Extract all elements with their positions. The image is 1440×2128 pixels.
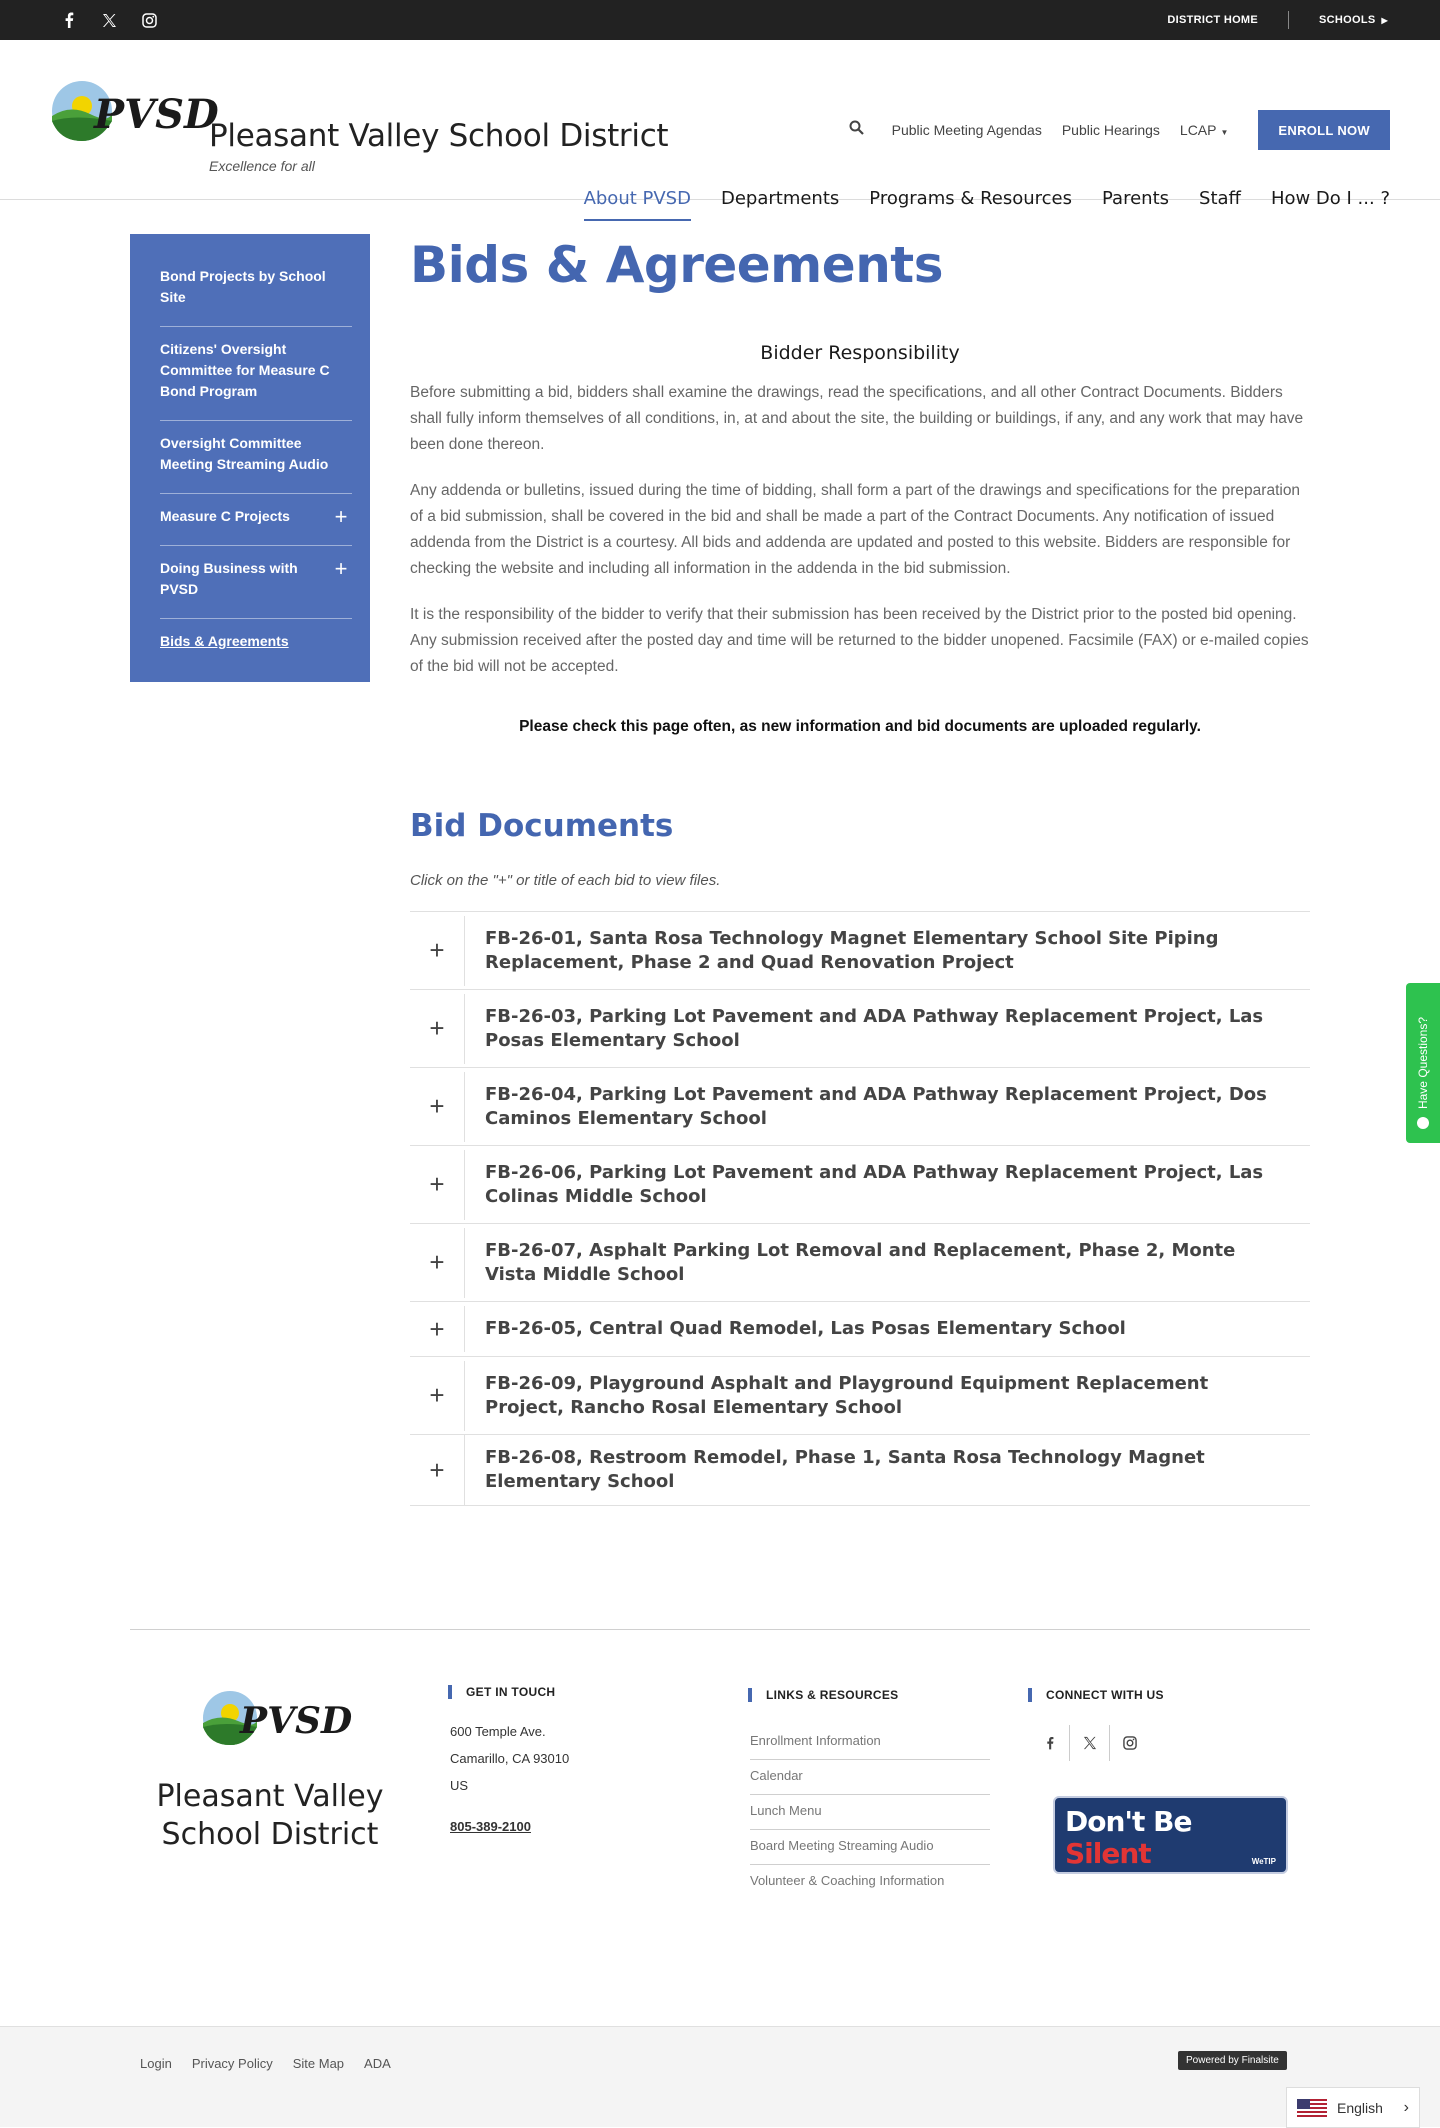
section-heading: Bidder Responsibility: [760, 342, 960, 364]
address-country: US: [450, 1778, 469, 1793]
accordion-title[interactable]: FB-26-03, Parking Lot Pavement and ADA Pathway Replacement Project, Las Posas Elementary School: [464, 994, 1310, 1064]
plus-icon[interactable]: +: [429, 1313, 445, 1344]
accordion-title[interactable]: FB-26-05, Central Quad Remodel, Las Posas Elementary School: [464, 1306, 1310, 1352]
plus-icon[interactable]: +: [429, 1091, 445, 1121]
paragraph: Any addenda or bulletins, issued during the time of bidding, shall form a part of the drawings and specifications for the preparation of a bid submission, shall be covered in the bid and shall be made a part of the Contract Documents. Any notification of issued addenda from the District is a courtesy. All bids and addenda are updated and posted to this website. Bidders are responsible for checking the website and including all information in the addenda in the bid submission.: [410, 482, 1301, 577]
dont-be-silent-banner[interactable]: [1053, 1796, 1288, 1889]
sidebar-item-label: Oversight Committee Meeting Streaming Audio: [160, 435, 329, 472]
connect-heading: CONNECT WITH US: [1028, 1688, 1164, 1702]
plus-icon[interactable]: +: [429, 1247, 445, 1277]
wetip-logo: WeTIP: [1251, 1857, 1276, 1866]
accordion-title[interactable]: FB-26-06, Parking Lot Pavement and ADA Pathway Replacement Project, Las Colinas Middle School: [464, 1150, 1310, 1220]
banner-text: Don't Be: [1065, 1805, 1192, 1838]
footer-logo[interactable]: [200, 1685, 353, 1755]
chat-icon: [1417, 1117, 1429, 1129]
banner-text-highlight: Silent: [1065, 1837, 1151, 1870]
public-meeting-agendas-link[interactable]: Public Meeting Agendas: [891, 122, 1042, 138]
tagline: Excellence for all: [209, 158, 315, 174]
sidebar-item-bids-agreements[interactable]: [160, 619, 352, 670]
lcap-label: LCAP: [1179, 122, 1217, 138]
plus-icon[interactable]: +: [429, 1013, 445, 1043]
banner-subtext: Submit an Anonymous Tip ›: [1065, 1874, 1224, 1889]
footer-link-lunch-menu[interactable]: Lunch Menu: [750, 1795, 990, 1830]
utility-nav: [849, 110, 1390, 150]
nav-about-pvsd[interactable]: About PVSD: [584, 188, 691, 221]
x-icon[interactable]: [1070, 1725, 1110, 1761]
accordion-title[interactable]: FB-26-01, Santa Rosa Technology Magnet Elementary School Site Piping Replacement, Phase 2 and Quad Renovation Project: [464, 916, 1310, 986]
accordion-item[interactable]: [410, 1435, 1310, 1506]
svg-text:PVSD: PVSD: [94, 91, 219, 138]
bid-instructions: Click on the "+" or title of each bid to view files.: [410, 872, 721, 889]
chevron-right-icon: ›: [1403, 2098, 1409, 2116]
us-flag-icon: [1297, 2099, 1327, 2117]
have-questions-label: Have Questions?: [1416, 1016, 1430, 1110]
main-nav: [584, 188, 1390, 221]
footer-contact: [450, 1718, 569, 1840]
sidebar-item-label: Doing Business with PVSD: [160, 560, 298, 597]
instagram-icon[interactable]: [140, 11, 158, 29]
accordion-item[interactable]: [410, 1146, 1310, 1224]
sidebar-item-label: Bond Projects by School Site: [160, 268, 326, 305]
schools-label: SCHOOLS: [1319, 14, 1376, 26]
accordion-item[interactable]: [410, 990, 1310, 1068]
x-icon[interactable]: [100, 11, 118, 29]
accordion-item[interactable]: [410, 1302, 1310, 1357]
plus-icon[interactable]: +: [429, 935, 445, 965]
divider: [1288, 11, 1289, 29]
accordion-item[interactable]: [410, 1357, 1310, 1435]
plus-icon[interactable]: +: [429, 1380, 445, 1410]
site-header: [0, 40, 1440, 209]
accordion-item[interactable]: [410, 1068, 1310, 1146]
accordion-title[interactable]: FB-26-04, Parking Lot Pavement and ADA Pathway Replacement Project, Dos Caminos Elementary School: [464, 1072, 1310, 1142]
nav-staff[interactable]: Staff: [1199, 188, 1241, 209]
get-in-touch-heading: GET IN TOUCH: [448, 1685, 555, 1699]
language-selector[interactable]: [1286, 2087, 1420, 2128]
facebook-icon[interactable]: [1030, 1725, 1070, 1761]
phone-link[interactable]: 805-389-2100: [450, 1819, 531, 1834]
address-line-1: 600 Temple Ave.: [450, 1724, 546, 1739]
search-icon[interactable]: [849, 120, 864, 140]
footer-district-name: Pleasant Valley School District: [156, 1779, 384, 1852]
district-logo[interactable]: [50, 76, 219, 156]
bid-documents-heading: Bid Documents: [410, 808, 674, 844]
nav-departments[interactable]: Departments: [720, 188, 840, 209]
nav-parents[interactable]: Parents: [1102, 188, 1170, 209]
main-content: [410, 236, 1310, 1506]
nav-programs-resources[interactable]: Programs & Resources: [869, 188, 1073, 209]
sidebar-item-measure-c[interactable]: [160, 494, 352, 546]
plus-icon[interactable]: +: [429, 1454, 445, 1485]
sidebar-item-streaming-audio[interactable]: [160, 421, 352, 494]
login-link[interactable]: Login: [140, 2056, 172, 2071]
have-questions-tab[interactable]: [1406, 983, 1440, 1143]
sidebar-item-label: Citizens' Oversight Committee for Measure C Bond Program: [160, 341, 330, 399]
expand-icon[interactable]: +: [334, 504, 348, 529]
powered-by-badge[interactable]: Powered by Finalsite: [1178, 2051, 1287, 2070]
caret-right-icon: ▶: [1381, 16, 1388, 25]
social-links: [60, 11, 158, 29]
caret-down-icon: ▼: [1220, 128, 1229, 137]
accordion-title[interactable]: FB-26-08, Restroom Remodel, Phase 1, Santa Rosa Technology Magnet Elementary School: [464, 1435, 1310, 1505]
bottom-bar: [0, 2026, 1440, 2127]
sidebar-item-label: Measure C Projects: [160, 508, 290, 524]
instagram-icon[interactable]: [1110, 1725, 1150, 1761]
bid-accordion: [410, 911, 1310, 1506]
accordion-item[interactable]: [410, 1224, 1310, 1302]
paragraph: Before submitting a bid, bidders shall examine the drawings, read the specifications, and all other Contract Documents. Bidders shall fully inform themselves of all conditions, in, at and about the site, the building or buildings, if any, and any work that may have been done thereon.: [410, 384, 1304, 453]
nav-how-do-i[interactable]: How Do I ... ?: [1270, 188, 1390, 209]
links-resources-heading: LINKS & RESOURCES: [748, 1688, 898, 1702]
sidebar-item-doing-business[interactable]: [160, 546, 352, 619]
privacy-policy-link[interactable]: Privacy Policy: [191, 2056, 273, 2071]
footer-links: [750, 1725, 990, 1899]
lcap-menu[interactable]: [1180, 122, 1229, 138]
footer-divider: [130, 1629, 1310, 1630]
update-notice: Please check this page often, as new information and bid documents are uploaded regularly.: [519, 718, 1201, 735]
district-name[interactable]: Pleasant Valley School District: [209, 118, 669, 154]
accordion-title[interactable]: FB-26-07, Asphalt Parking Lot Removal and Replacement, Phase 2, Monte Vista Middle School: [464, 1228, 1310, 1298]
page-title: Bids & Agreements: [410, 236, 943, 294]
facebook-icon[interactable]: [60, 11, 78, 29]
plus-icon[interactable]: +: [429, 1169, 445, 1199]
language-label: English: [1337, 2099, 1383, 2116]
sidebar-item-bond-projects[interactable]: [160, 254, 352, 327]
footer-link-board-audio[interactable]: Board Meeting Streaming Audio: [750, 1830, 990, 1865]
footer-link-volunteer[interactable]: Volunteer & Coaching Information: [750, 1873, 945, 1888]
section-sidebar: [130, 234, 370, 682]
expand-icon[interactable]: +: [334, 556, 348, 581]
sidebar-item-citizens-oversight[interactable]: [160, 327, 352, 421]
site-map-link[interactable]: Site Map: [292, 2056, 345, 2071]
schools-menu[interactable]: [1319, 14, 1388, 26]
ada-link[interactable]: ADA: [364, 2056, 391, 2071]
legal-links: [140, 2056, 391, 2071]
district-home-link[interactable]: DISTRICT HOME: [1167, 14, 1259, 26]
utility-top-bar: [0, 0, 1440, 40]
accordion-item[interactable]: [410, 912, 1310, 990]
accordion-title[interactable]: FB-26-09, Playground Asphalt and Playground Equipment Replacement Project, Rancho Rosal Elementary School: [464, 1361, 1310, 1431]
footer-link-enrollment[interactable]: Enrollment Information: [750, 1725, 990, 1760]
enroll-now-button[interactable]: ENROLL NOW: [1258, 110, 1390, 150]
address-line-2: Camarillo, CA 93010: [450, 1751, 570, 1766]
footer-social: [1030, 1725, 1150, 1761]
svg-text:PVSD: PVSD: [240, 1700, 353, 1742]
sidebar-item-label: Bids & Agreements: [160, 633, 289, 649]
footer-link-calendar[interactable]: Calendar: [750, 1760, 990, 1795]
paragraph: It is the responsibility of the bidder to verify that their submission has been received by the District prior to the posted bid opening. Any submission received after the posted day and time will be returned to the bidder unopened. Facsimile (FAX) or e-mailed copies of the bid will not be accepted.: [410, 606, 1309, 675]
public-hearings-link[interactable]: Public Hearings: [1061, 122, 1160, 138]
